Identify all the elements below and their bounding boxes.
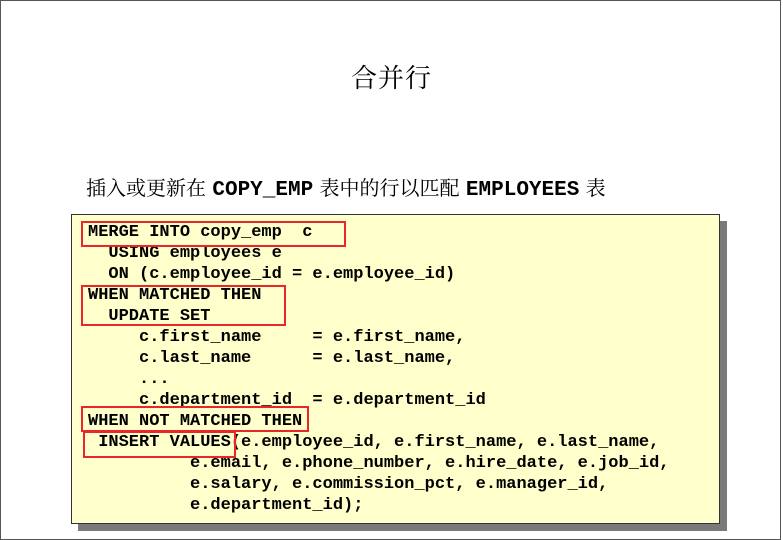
code-line: e.email, e.phone_number, e.hire_date, e.job_id,: [88, 454, 670, 473]
code-line: ...: [88, 370, 170, 389]
sql-code-block: [88, 222, 670, 516]
code-line: e.salary, e.commission_pct, e.manager_id,: [88, 475, 609, 494]
code-line: WHEN MATCHED THEN: [88, 286, 262, 305]
code-line: c.department_id = e.department_id: [88, 391, 486, 410]
highlight-merge-into: [81, 221, 346, 247]
subtitle-text-2: 表中的行以匹配: [313, 176, 466, 200]
code-line: ON (c.employee_id = e.employee_id): [88, 265, 456, 284]
code-line: c.first_name = e.first_name,: [88, 328, 466, 347]
code-line: WHEN NOT MATCHED THEN: [88, 412, 303, 431]
code-line: e.department_id);: [88, 496, 364, 515]
code-line: c.last_name = e.last_name,: [88, 349, 456, 368]
code-line: UPDATE SET: [88, 307, 211, 326]
subtitle-table-employees: EMPLOYEES: [465, 179, 580, 202]
subtitle-table-copy-emp: COPY_EMP: [212, 179, 314, 202]
highlight-when-matched: [81, 285, 286, 326]
highlight-insert-values: [83, 431, 236, 458]
code-line: USING employees e: [88, 244, 282, 263]
subtitle-text-3: 表: [579, 176, 606, 200]
subtitle-text-1: 插入或更新在: [86, 176, 213, 200]
slide-subtitle: [86, 172, 606, 202]
code-line: INSERT VALUES(e.employee_id, e.first_name, e.last_name,: [88, 433, 660, 452]
highlight-when-not-matched: [81, 406, 309, 432]
code-line: MERGE INTO copy_emp c: [88, 223, 313, 242]
slide-title: 合并行: [350, 64, 432, 94]
